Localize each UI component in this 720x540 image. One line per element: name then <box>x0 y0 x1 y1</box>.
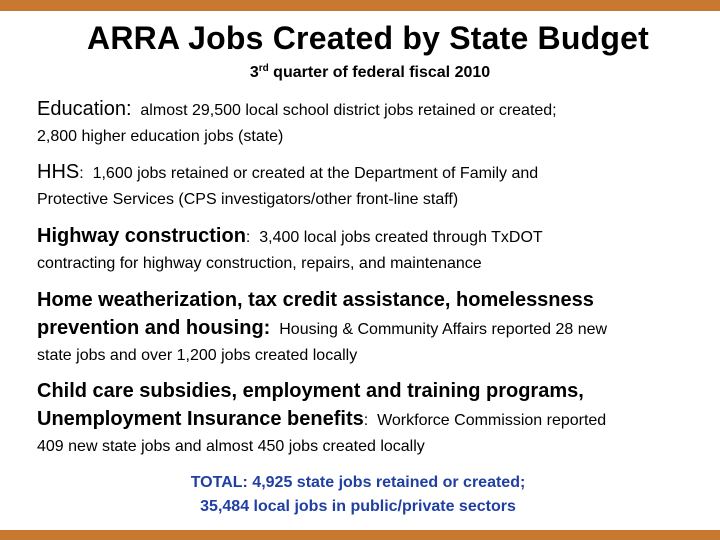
total-summary <box>0 471 716 519</box>
childcare-heading-2: Unemployment Insurance benefits <box>37 408 364 430</box>
highway-text-1: 3,400 local jobs created through TxDOT <box>250 229 543 246</box>
childcare-line-2 <box>37 408 707 438</box>
hhs-text-1: 1,600 jobs retained or created at the Department of Family and <box>83 165 539 182</box>
housing-heading-1: Home weatherization, tax credit assistance, homelessness <box>37 289 594 311</box>
childcare-text-2: 409 new state jobs and almost 450 jobs created locally <box>37 438 425 455</box>
childcare-text-1: Workforce Commission reported <box>368 412 607 429</box>
page-title: ARRA Jobs Created by State Budget <box>87 20 649 56</box>
hhs-heading: HHS <box>37 161 80 183</box>
section-education <box>37 98 707 146</box>
highway-heading: Highway construction <box>37 225 246 247</box>
childcare-colon: : <box>363 412 369 429</box>
education-heading: Education: <box>37 98 132 120</box>
hhs-colon: : <box>79 165 84 182</box>
subtitle-rest: quarter of federal fiscal 2010 <box>268 64 491 81</box>
highway-text-2: contracting for highway construction, repairs, and maintenance <box>37 255 482 272</box>
total-line-2: 35,484 local jobs in public/private sectors <box>200 498 516 515</box>
housing-text-1: Housing & Community Affairs reported 28 new <box>270 321 608 338</box>
top-accent-bar <box>0 0 720 11</box>
hhs-line-1 <box>37 161 707 191</box>
section-highway <box>37 225 707 273</box>
housing-text-2: state jobs and over 1,200 jobs created locally <box>37 347 358 364</box>
education-text-1: almost 29,500 local school district jobs retained or created; <box>131 102 557 119</box>
page-subtitle <box>0 64 720 82</box>
subtitle-superscript: rd <box>258 63 269 74</box>
section-hhs <box>37 161 707 209</box>
housing-heading-2: prevention and housing: <box>37 317 271 339</box>
education-line-1 <box>37 98 707 128</box>
education-text-2: 2,800 higher education jobs (state) <box>37 128 284 145</box>
hhs-text-2: Protective Services (CPS investigators/other front-line staff) <box>37 191 459 208</box>
highway-colon: : <box>245 229 251 246</box>
housing-line-2 <box>37 317 707 347</box>
section-childcare <box>37 380 707 456</box>
total-line-1: TOTAL: 4,925 state jobs retained or created; <box>190 474 526 491</box>
section-housing <box>37 289 707 365</box>
subtitle-prefix: 3 <box>249 64 259 81</box>
bottom-accent-bar <box>0 530 720 540</box>
highway-line-1 <box>37 225 707 255</box>
childcare-heading-1: Child care subsidies, employment and training programs, <box>37 380 584 402</box>
